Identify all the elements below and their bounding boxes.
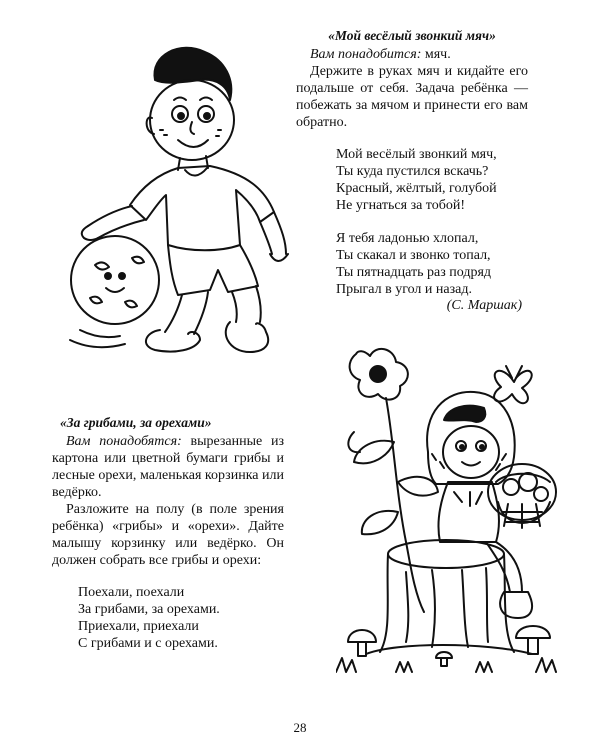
poem-line: Поехали, поехали [78,585,185,600]
poem-author: (С. Маршак) [446,298,522,313]
poem-line: С грибами и с орехами. [78,636,218,651]
girl-with-basket-illustration [336,342,566,682]
ball-game-needs-label: Вам понадобится: [310,47,422,62]
ball-game-needs-value: мяч. [421,47,451,62]
poem-line: Приехали, приехали [78,619,199,634]
mushroom-poem [52,584,284,652]
poem-line: За грибами, за орехами. [78,602,220,617]
mushroom-game-needs-label: Вам понадобятся: [66,434,182,449]
mushroom-game-instructions: Разложите на полу (в поле зрения ребёнка) «грибы» и «орехи». Дайте малышу корзинку или ведёрко. Он должен собрать все грибы и орехи: [52,502,284,568]
mushroom-game-needs-value: вырезанные из картона или цветной бумаги грибы и лесные орехи, маленькая корзинка или ведёрко. [52,434,284,500]
page-number: 28 [293,720,307,735]
poem-line: Мой весёлый звонкий мяч, [336,147,497,162]
ball-poem-stanza-2 [296,230,528,298]
boy-with-ball-illustration [60,40,320,370]
poem-line: Ты куда пустился вскачь? [336,164,489,179]
poem-line: Красный, жёлтый, голубой [336,181,497,196]
mushroom-game-needs [52,433,284,501]
ball-poem-stanza-1 [296,146,528,214]
poem-line: Прыгал в угол и назад. [336,282,472,297]
mushroom-game-title: «За грибами, за орехами» [60,415,212,430]
poem-line: Я тебя ладонью хлопал, [336,231,479,246]
ball-game-instructions: Держите в руках мяч и кидайте его подальше от себя. Задача ребёнка — побежать за мячом и принести его вам обратно. [296,64,528,130]
poem-line: Ты пятнадцать раз подряд [336,265,492,280]
poem-line: Ты скакал и звонко топал, [336,248,491,263]
ball-game-title: «Мой весёлый звонкий мяч» [328,28,496,43]
poem-line: Не угнаться за тобой! [336,198,466,213]
ball-game-needs [296,46,528,63]
